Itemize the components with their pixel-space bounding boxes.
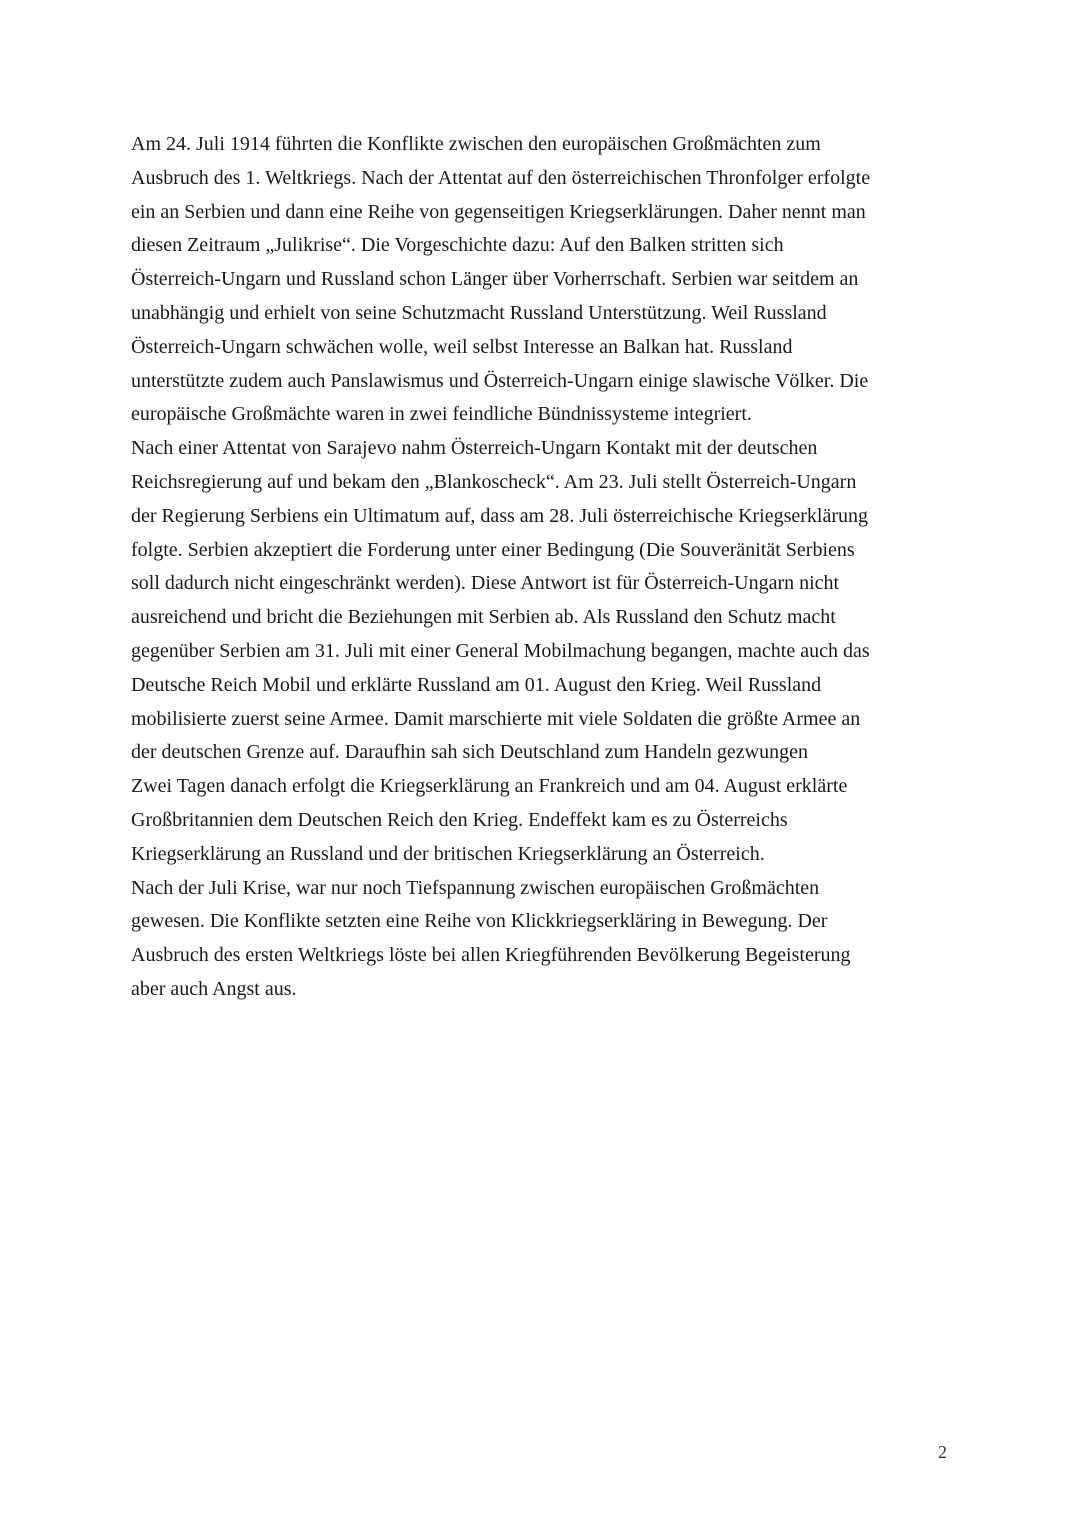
text-line: Österreich-Ungarn und Russland schon Länger über Vorherrschaft. Serbien war seitdem an (131, 268, 859, 291)
text-line: der Regierung Serbiens ein Ultimatum auf, dass am 28. Juli österreichische Kriegserklärung (131, 504, 869, 527)
text-line: Kriegserklärung an Russland und der britischen Kriegserklärung an Österreich. (131, 842, 765, 865)
body-text (131, 128, 951, 1007)
text-line: Ausbruch des 1. Weltkriegs. Nach der Attentat auf den österreichischen Thronfolger erfolgte (131, 166, 871, 189)
text-line: folgte. Serbien akzeptiert die Forderung unter einer Bedingung (Die Souveränität Serbiens (131, 538, 855, 561)
text-line: Am 24. Juli 1914 führten die Konflikte zwischen den europäischen Großmächten zum (131, 133, 821, 155)
text-line: unterstützte zudem auch Panslawismus und Österreich-Ungarn einige slawische Völker. Die (131, 369, 869, 392)
text-line: soll dadurch nicht eingeschränkt werden). Diese Antwort ist für Österreich-Ungarn nicht (131, 572, 840, 595)
text-line: der deutschen Grenze auf. Daraufhin sah sich Deutschland zum Handeln gezwungen (131, 741, 808, 764)
text-line: ausreichend und bricht die Beziehungen mit Serbien ab. Als Russland den Schutz macht (131, 606, 836, 629)
text-line: aber auch Angst aus. (131, 977, 297, 1000)
text-line: Deutsche Reich Mobil und erklärte Russland am 01. August den Krieg. Weil Russland (131, 673, 822, 696)
text-line: Zwei Tagen danach erfolgt die Kriegserklärung an Frankreich und am 04. August erklärte (131, 775, 848, 798)
text-line: Nach der Juli Krise, war nur noch Tiefspannung zwischen europäischen Großmächten (131, 876, 820, 899)
text-line: europäische Großmächte waren in zwei feindliche Bündnissysteme integriert. (131, 403, 752, 426)
text-line: ein an Serbien und dann eine Reihe von gegenseitigen Kriegserklärungen. Daher nennt man (131, 200, 866, 223)
text-line: Großbritannien dem Deutschen Reich den Krieg. Endeffekt kam es zu Österreichs (131, 808, 788, 831)
text-line: Nach einer Attentat von Sarajevo nahm Österreich-Ungarn Kontakt mit der deutschen (131, 437, 818, 460)
text-line: unabhängig und erhielt von seine Schutzmacht Russland Unterstützung. Weil Russland (131, 301, 827, 324)
text-line: Ausbruch des ersten Weltkriegs löste bei allen Kriegführenden Bevölkerung Begeisterung (131, 944, 851, 967)
text-line: gewesen. Die Konflikte setzten eine Reihe von Klickkriegserkläring in Bewegung. Der (131, 910, 828, 933)
text-line: mobilisierte zuerst seine Armee. Damit marschierte mit viele Soldaten die größte Armee an (131, 707, 861, 730)
text-line: diesen Zeitraum „Julikrise“. Die Vorgeschichte dazu: Auf den Balken stritten sich (131, 234, 784, 257)
text-line: gegenüber Serbien am 31. Juli mit einer General Mobilmachung begangen, machte auch das (131, 639, 870, 662)
text-line: Österreich-Ungarn schwächen wolle, weil selbst Interesse an Balkan hat. Russland (131, 335, 793, 358)
page-number: 2 (938, 1442, 947, 1462)
text-line: Reichsregierung auf und bekam den „Blankoscheck“. Am 23. Juli stellt Österreich-Ungarn (131, 470, 857, 493)
